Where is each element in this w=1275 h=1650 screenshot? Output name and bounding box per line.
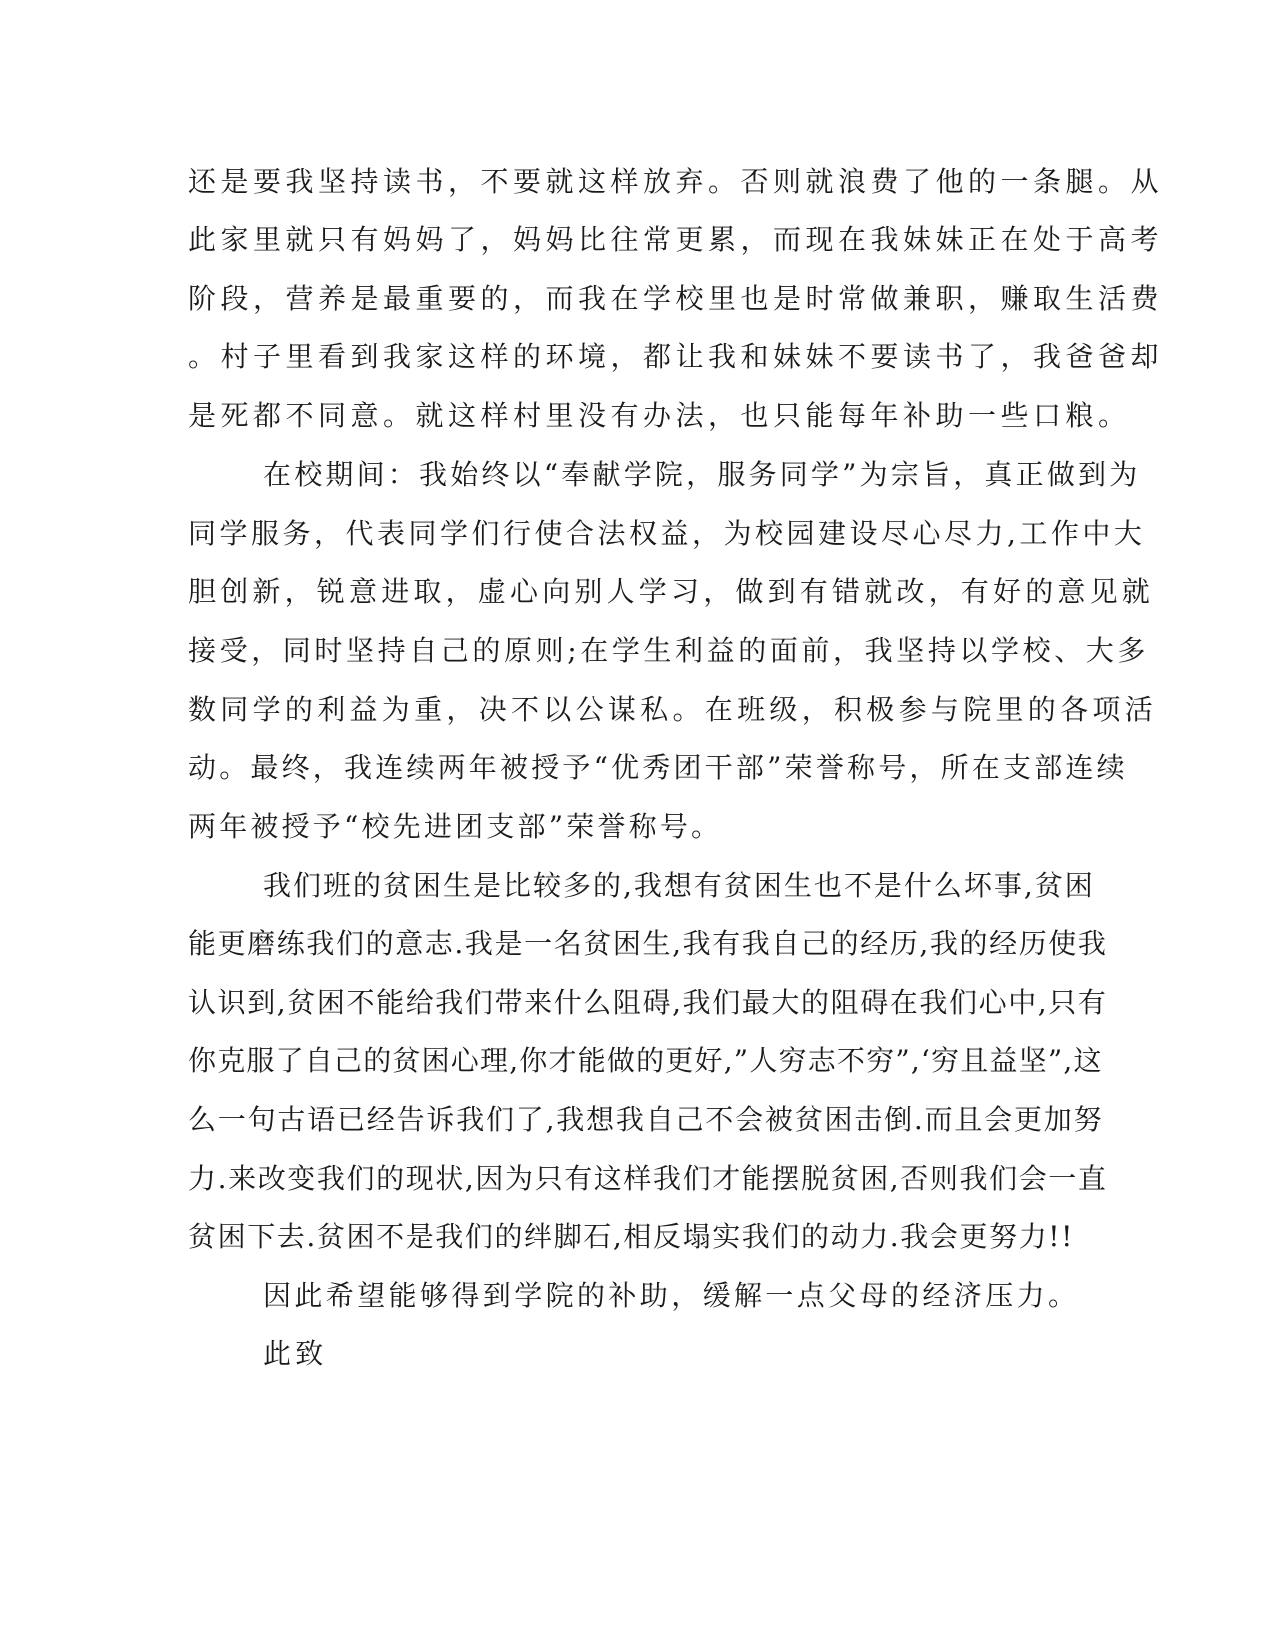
paragraph-line: 胆创新，锐意进取，虚心向别人学习，做到有错就改，有好的意见就 [188,575,1155,608]
paragraph-line: 同学服务，代表同学们行使合法权益，为校园建设尽心尽力,工作中大 [188,517,1146,550]
paragraph-line: 接受，同时坚持自己的原则;在学生利益的面前，我坚持以学校、大多 [188,634,1150,667]
paragraph-line: 贫困下去.贫困不是我们的绊脚石,相反塌实我们的动力.我会更努力!! [188,1220,1075,1253]
closing-salutation: 此致 [263,1337,328,1370]
paragraph-line: 因此希望能够得到学院的补助，缓解一点父母的经济压力。 [263,1279,1080,1312]
paragraph-line: 么一句古语已经告诉我们了,我想我自己不会被贫困击倒.而且会更加努 [188,1103,1104,1136]
paragraph-line: 我们班的贫困生是比较多的,我想有贫困生也不是什么坏事,贫困 [263,869,1095,902]
paragraph-line: 认识到,贫困不能给我们带来什么阻碍,我们最大的阻碍在我们心中,只有 [188,986,1108,1019]
paragraph-line: 在校期间：我始终以“奉献学院，服务同学”为宗旨，真正做到为 [263,458,1141,491]
paragraph-line: 是死都不同意。就这样村里没有办法，也只能每年补助一些口粮。 [188,399,1131,432]
paragraph-line: 能更磨练我们的意志.我是一名贫困生,我有我自己的经历,我的经历使我 [188,927,1108,960]
paragraph-line: 还是要我坚持读书，不要就这样放弃。否则就浪费了他的一条腿。从 [188,165,1164,198]
paragraph-line: 阶段，营养是最重要的，而我在学校里也是时常做兼职，赚取生活费 [188,282,1164,315]
paragraph-line: 力.来改变我们的现状,因为只有这样我们才能摆脱贫困,否则我们会一直 [188,1162,1108,1195]
paragraph-line: 。村子里看到我家这样的环境，都让我和妹妹不要读书了，我爸爸却 [188,340,1164,373]
paragraph-line: 数同学的利益为重，决不以公谋私。在班级，积极参与院里的各项活 [188,693,1158,726]
paragraph-line: 两年被授予“校先进团支部”荣誉称号。 [188,810,723,843]
paragraph-line: 此家里就只有妈妈了，妈妈比往常更累，而现在我妹妹正在处于高考 [188,223,1164,256]
paragraph-line: 动。最终，我连续两年被授予“优秀团干部”荣誉称号，所在支部连续 [188,751,1128,784]
paragraph-line: 你克服了自己的贫困心理,你才能做的更好,”人穷志不穷”,‘穷且益坚”,这 [188,1044,1103,1077]
